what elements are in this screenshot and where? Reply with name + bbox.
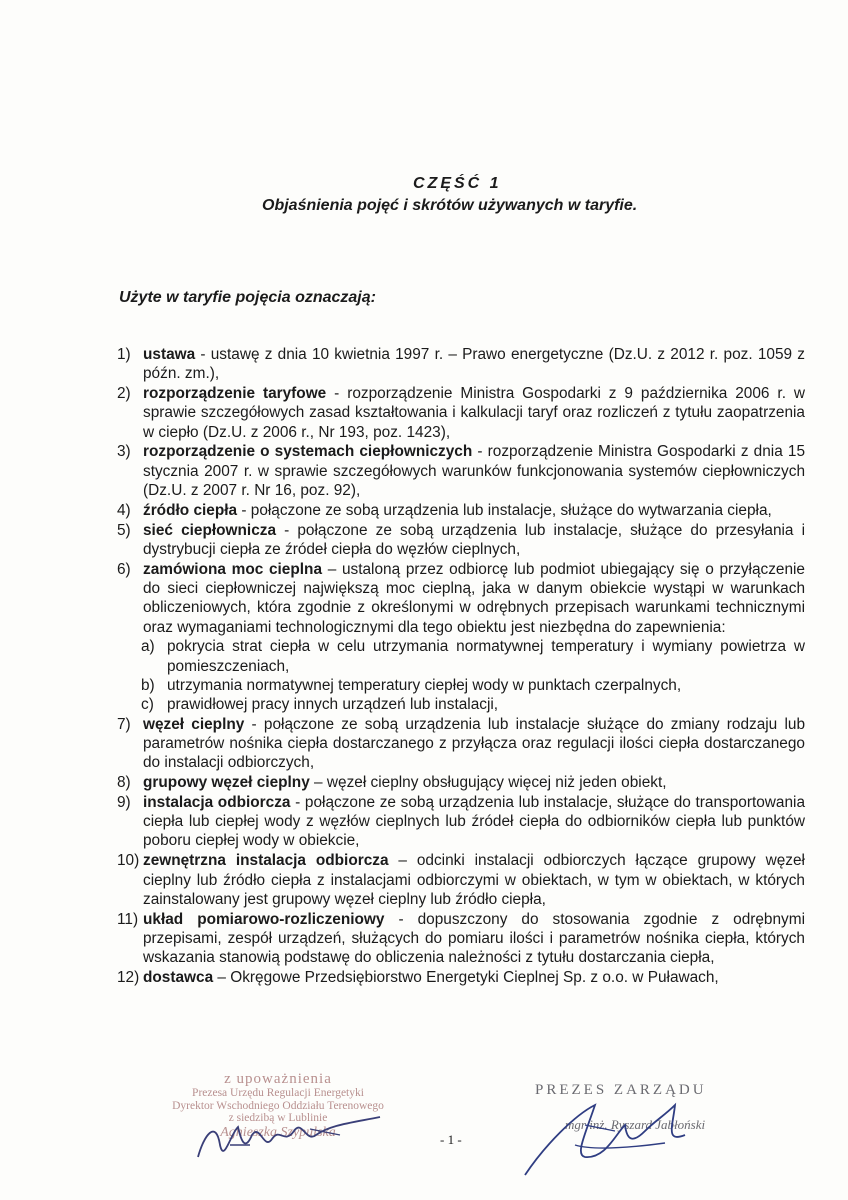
- definition-body: [143, 773, 805, 792]
- definition-number: 11): [117, 910, 139, 928]
- stamp-line: z upoważnienia: [224, 1071, 332, 1087]
- definition-item: [117, 345, 805, 384]
- definition-text: – odcinki instalacji odbiorczych łączące grupowy węzeł cieplny lub źródło ciepła z instalacjami odbiorczymi w obiektach, w tym w obiektach, w których zainstalowany jest grupowy węzeł cieplny lub źródło ciepła,: [143, 852, 805, 908]
- definition-body: [143, 851, 805, 909]
- definition-number: 5): [117, 521, 131, 539]
- sub-item-text: utrzymania normatywnej temperatury ciepłej wody w punktach czerpalnych,: [167, 677, 682, 695]
- definition-text: - rozporządzenie Ministra Gospodarki z 9 października 2006 r. w sprawie szczegółowych zasad kształtowania i kalkulacji taryf oraz rozliczeń z tytułu zaopatrzenia w ciepło (Dz.U. z 2006 r., Nr 193, poz. 1423),: [143, 385, 806, 441]
- stamp-line: Prezesa Urzędu Regulacji Energetyki: [192, 1087, 364, 1099]
- definition-body: [143, 968, 805, 987]
- sub-item-letter: b): [141, 677, 155, 695]
- definition-number: 1): [117, 346, 131, 363]
- definition-text: - ustawę z dnia 10 kwietnia 1997 r. – Prawo energetyczne (Dz.U. z 2012 r. poz. 1059 z późn. zm.),: [143, 346, 805, 383]
- definition-item: [117, 851, 805, 909]
- definition-term: rozporządzenie o systemach ciepłowniczych: [143, 443, 473, 461]
- definition-body: [143, 345, 805, 384]
- definition-item: [117, 773, 805, 792]
- definition-term: dostawca: [143, 969, 214, 986]
- definition-term: sieć ciepłownicza: [143, 521, 277, 539]
- part-title: CZĘŚĆ 1: [413, 175, 502, 192]
- intro-line: Użyte w taryfie pojęcia oznaczają:: [119, 289, 376, 306]
- definition-text: – Okręgowe Przedsiębiorstwo Energetyki Cieplnej Sp. z o.o. w Puławach,: [213, 969, 719, 986]
- definition-body: [143, 384, 805, 442]
- sub-item-letter: a): [141, 638, 155, 656]
- definition-item: [117, 793, 805, 851]
- definition-body: [143, 910, 805, 968]
- definition-term: zewnętrzna instalacja odbiorcza: [143, 852, 389, 870]
- sub-item-letter: c): [141, 696, 154, 714]
- definition-number: 7): [117, 715, 131, 733]
- sub-item-text: prawidłowej pracy innych urządzeń lub instalacji,: [167, 696, 499, 714]
- definition-text: – węzeł cieplny obsługujący więcej niż jeden obiekt,: [309, 774, 667, 792]
- definition-text: - połączone ze sobą urządzenia lub instalacje, służące do wytwarzania ciepła,: [237, 501, 772, 519]
- definition-item: [117, 968, 805, 987]
- definition-term: źródło ciepła: [143, 501, 238, 519]
- definition-body: [143, 715, 805, 773]
- stamp-line: z siedzibą w Lublinie: [228, 1112, 328, 1124]
- definition-number: 3): [117, 443, 131, 461]
- sub-item: [141, 676, 805, 695]
- stamp-title: PREZES ZARZĄDU: [535, 1082, 707, 1098]
- definition-term: rozporządzenie taryfowe: [143, 385, 327, 403]
- definition-item: [117, 501, 805, 520]
- definition-term: grupowy węzeł cieplny: [143, 774, 310, 792]
- definition-body: [143, 793, 805, 851]
- stamp-line: Dyrektor Wschodniego Oddziału Terenowego: [172, 1099, 384, 1112]
- right-signature: [515, 1085, 715, 1185]
- definition-text: - połączone ze sobą urządzenia lub instalacje, służące do transportowania ciepła lub ciepłej wody z węzłów cieplnych lub źródeł ciepła do odbiorników ciepła lub punktów poboru ciepłej wody w obiekcie,: [143, 793, 805, 850]
- left-signature: [190, 1105, 390, 1175]
- definition-text: - połączone ze sobą urządzenia lub instalacje, służące do przesyłania i dystrybucji ciepła ze źródeł ciepła do węzłów cieplnych,: [143, 521, 806, 558]
- definition-item: [117, 910, 805, 968]
- definition-number: 12): [117, 969, 140, 986]
- definition-term: zamówiona moc cieplna: [143, 560, 323, 578]
- definition-text: - rozporządzenie Ministra Gospodarki z dnia 15 stycznia 2007 r. w sprawie szczegółowych warunków funkcjonowania systemów ciepłowniczych (Dz.U. z 2007 r. Nr 16, poz. 92),: [143, 443, 806, 500]
- definition-number: 9): [117, 793, 131, 811]
- part-heading: [0, 173, 848, 217]
- stamp-line: Agnieszka Szypulska: [220, 1124, 336, 1140]
- page-number: - 1 -: [440, 1132, 462, 1147]
- definitions-list: [117, 345, 805, 988]
- definition-term: ustawa: [143, 346, 196, 363]
- definition-number: 6): [117, 560, 131, 578]
- sub-item: [141, 695, 805, 714]
- part-subtitle: Objaśnienia pojęć i skrótów używanych w taryfie.: [262, 197, 638, 214]
- definition-item: [117, 442, 805, 500]
- definition-item: [117, 521, 805, 560]
- definition-number: 4): [117, 501, 131, 519]
- definition-number: 8): [117, 774, 131, 792]
- definition-number: 10): [117, 852, 140, 870]
- definition-body: [143, 501, 805, 520]
- sub-item-text: pokrycia strat ciepła w celu utrzymania normatywnej temperatury i wymiany powietrza w pomieszczeniach,: [167, 638, 805, 675]
- definition-item: [117, 384, 805, 442]
- definition-item: [117, 715, 805, 773]
- definition-term: układ pomiarowo-rozliczeniowy: [143, 910, 385, 928]
- definition-text: - połączone ze sobą urządzenia lub instalacje służące do zmiany rodzaju lub parametrów nośnika ciepła dostarczanego z przyłącza oraz regulacji ilości ciepła dostarczanego do instalacji odbiorczych,: [143, 715, 806, 772]
- definition-number: 2): [117, 385, 131, 403]
- definition-body: [143, 442, 805, 500]
- definition-term: instalacja odbiorcza: [143, 793, 291, 811]
- definition-item: [117, 560, 805, 637]
- sub-item: [141, 637, 805, 676]
- definition-term: węzeł cieplny: [143, 715, 245, 733]
- definition-body: [143, 560, 805, 637]
- definition-text: – ustaloną przez odbiorcę lub podmiot ubiegający się o przyłączenie do sieci ciepłowniczej największą moc cieplną, jaka w danym obiekcie wystąpi w warunkach obliczeniowych, która zgodnie z określonymi w odrębnych przepisach warunkami technicznymi oraz wymaganiami technologicznymi dla tego obiektu jest niezbędna do zapewnienia:: [143, 560, 805, 636]
- definition-text: - dopuszczony do stosowania zgodnie z odrębnymi przepisami, zespół urządzeń, służących do pomiaru ilości i parametrów nośnika ciepła, których wskazania stanowią podstawę do obliczenia należności z tytułu dostarczania ciepła,: [143, 910, 805, 967]
- stamp-name: mgr inż. Ryszard Jabłoński: [565, 1117, 706, 1132]
- definition-body: [143, 521, 805, 560]
